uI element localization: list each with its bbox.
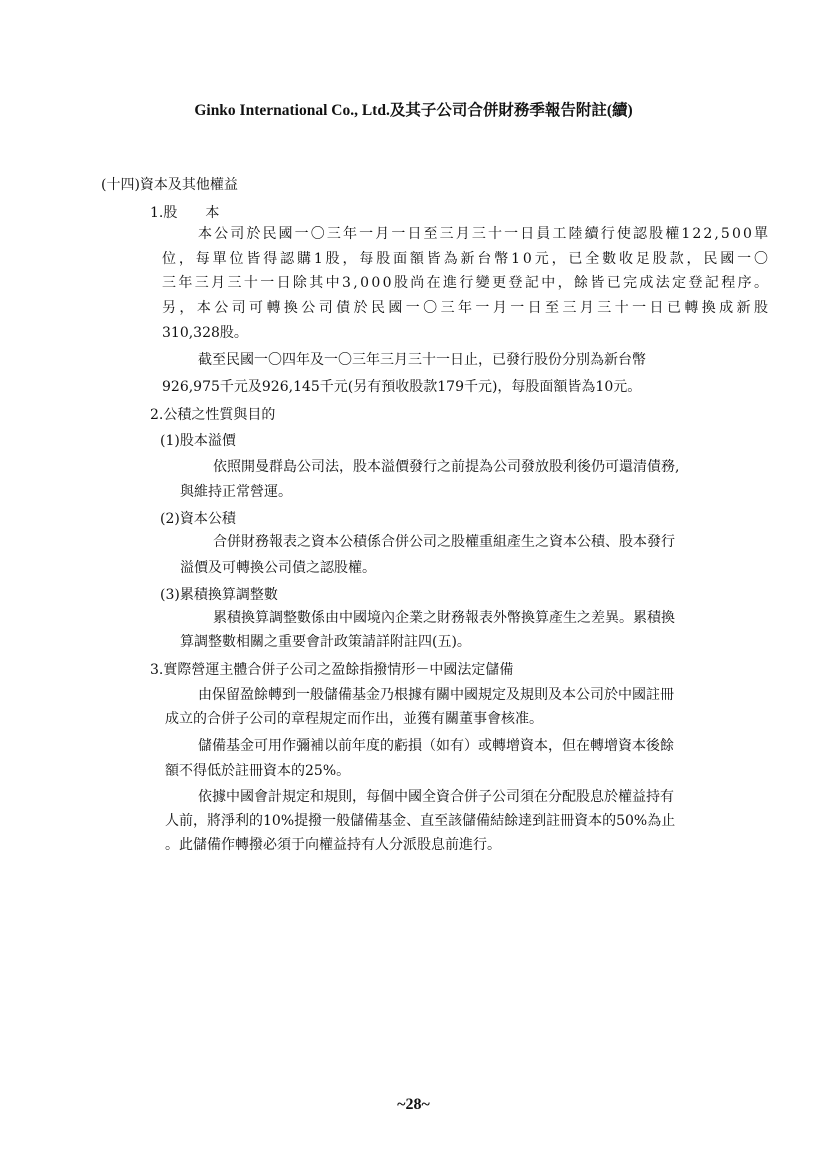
capital-heading: 1.股 本	[150, 205, 220, 221]
translation-heading: (3)累積換算調整數	[160, 587, 278, 603]
share-premium-heading: (1)股本溢價	[160, 433, 236, 449]
page-title: Ginko International Co., Ltd.及其子公司合併財務季報告附註(續)	[194, 102, 633, 119]
statutory-p1-line: 成立的合併子公司的章程規定而作出，並獲有關董事會核准。	[165, 711, 543, 727]
reserves-heading: 2.公積之性質與目的	[150, 407, 276, 423]
capital-p1-line: 位，每單位皆得認購1股，每股面額皆為新台幣10元，已全數收足股款，民國一〇	[162, 251, 771, 267]
capital-p2-line: 截至民國一〇四年及一〇三年三月三十一日止，已發行股份分別為新台幣	[198, 352, 646, 368]
capital-p1-line: 310,328股。	[162, 325, 248, 341]
capital-p2-line: 926,975千元及926,145千元(另有預收股款179千元)，每股面額皆為10元。	[162, 379, 642, 395]
capital-reserve-heading: (2)資本公積	[160, 511, 236, 527]
statutory-p1-line: 由保留盈餘轉到一般儲備基金乃根據有關中國規定及規則及本公司於中國註冊	[198, 687, 674, 703]
capital-reserve-line: 合併財務報表之資本公積係合併公司之股權重組產生之資本公積、股本發行	[213, 534, 675, 550]
capital-reserve-line: 溢價及可轉換公司債之認股權。	[180, 560, 376, 576]
statutory-heading: 3.實際營運主體合併子公司之盈餘指撥情形－中國法定儲備	[150, 662, 514, 678]
statutory-p2-line: 額不得低於註冊資本的25%。	[165, 763, 351, 779]
translation-line: 累積換算調整數係由中國境內企業之財務報表外幣換算產生之差異。累積換	[213, 610, 675, 626]
share-premium-line: 依照開曼群島公司法，股本溢價發行之前提為公司發放股利後仍可還清債務,	[213, 459, 680, 475]
statutory-p3-line: 依據中國會計規定和規則，每個中國全資合併子公司須在分配股息於權益持有	[198, 789, 674, 805]
capital-p1-line: 另，本公司可轉換公司債於民國一〇三年一月一日至三月三十一日已轉換成新股	[162, 300, 772, 316]
capital-p1-line: 本公司於民國一〇三年一月一日至三月三十一日員工陸續行使認股權122,500單	[198, 226, 771, 242]
translation-line: 算調整數相關之重要會計政策請詳附註四(五)。	[180, 634, 471, 650]
page-number: ~28~	[397, 1096, 430, 1113]
capital-p1-line: 三年三月三十一日除其中3,000股尚在進行變更登記中，餘皆已完成法定登記程序。	[162, 275, 771, 291]
statutory-p3-line: 。此儲備作轉撥必須于向權益持有人分派股息前進行。	[165, 837, 501, 853]
section-heading: (十四)資本及其他權益	[101, 177, 238, 193]
statutory-p3-line: 人前，將淨利的10%提撥一般儲備基金、直至該儲備結餘達到註冊資本的50%為止	[165, 813, 676, 829]
share-premium-line: 與維持正常營運。	[180, 484, 292, 500]
statutory-p2-line: 儲備基金可用作彌補以前年度的虧損（如有）或轉增資本，但在轉增資本後餘	[198, 738, 674, 754]
